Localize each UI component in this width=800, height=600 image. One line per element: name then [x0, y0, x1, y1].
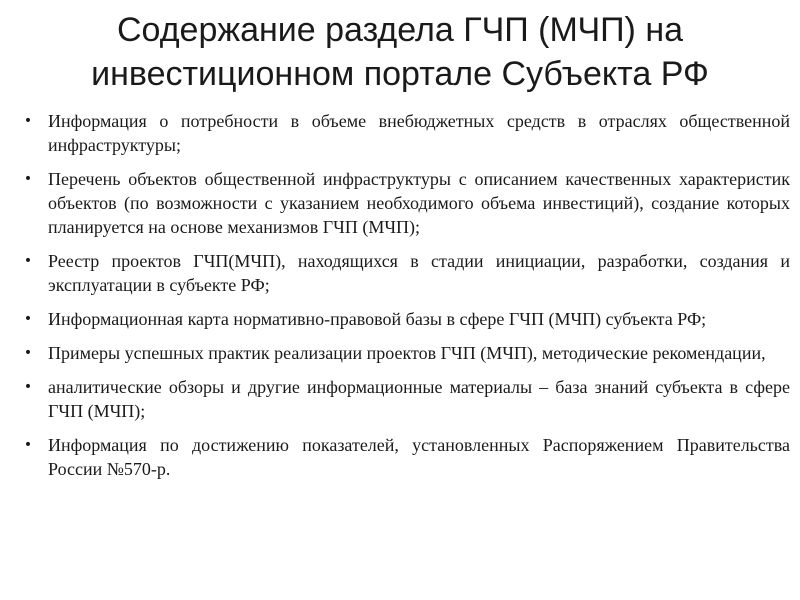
bullet-icon: •	[23, 171, 33, 187]
bullet-text: Реестр проектов ГЧП(МЧП), находящихся в стадии инициации, разработки, создания и эксплуатации в субъекте РФ;	[48, 251, 790, 295]
bullet-item	[20, 167, 790, 239]
bullet-item	[20, 249, 790, 297]
bullet-icon: •	[23, 253, 33, 269]
bullet-text: Примеры успешных практик реализации проектов ГЧП (МЧП), методические рекомендации,	[48, 343, 766, 363]
bullet-item	[20, 341, 790, 365]
bullet-text: Информация по достижению показателей, установленных Распоряжением Правительства России №570-р.	[48, 435, 790, 479]
bullet-item	[20, 109, 790, 157]
bullet-list	[20, 109, 790, 491]
bullet-item	[20, 433, 790, 481]
bullet-icon: •	[23, 379, 33, 395]
bullet-text: Информация о потребности в объеме внебюджетных средств в отраслях общественной инфраструктуры;	[48, 111, 790, 155]
bullet-icon: •	[23, 311, 33, 327]
bullet-item	[20, 375, 790, 423]
slide-title-line-2: инвестиционном портале Субъекта РФ	[91, 55, 709, 93]
bullet-text: аналитические обзоры и другие информационные материалы – база знаний субъекта в сфере ГЧП (МЧП);	[48, 377, 790, 421]
bullet-text: Перечень объектов общественной инфраструктуры с описанием качественных характеристик объектов (по возможности с указанием необходимого объема инвестиций), создание которых планируется на основе механизмов ГЧП (МЧП);	[48, 169, 790, 237]
bullet-icon: •	[23, 113, 33, 129]
slide-title-line-1: Содержание раздела ГЧП (МЧП) на	[116, 11, 683, 49]
bullet-icon: •	[23, 437, 33, 453]
slide-title	[20, 8, 780, 96]
bullet-item	[20, 307, 790, 331]
bullet-text: Информационная карта нормативно-правовой базы в сфере ГЧП (МЧП) субъекта РФ;	[48, 309, 707, 329]
bullet-icon: •	[23, 345, 33, 361]
